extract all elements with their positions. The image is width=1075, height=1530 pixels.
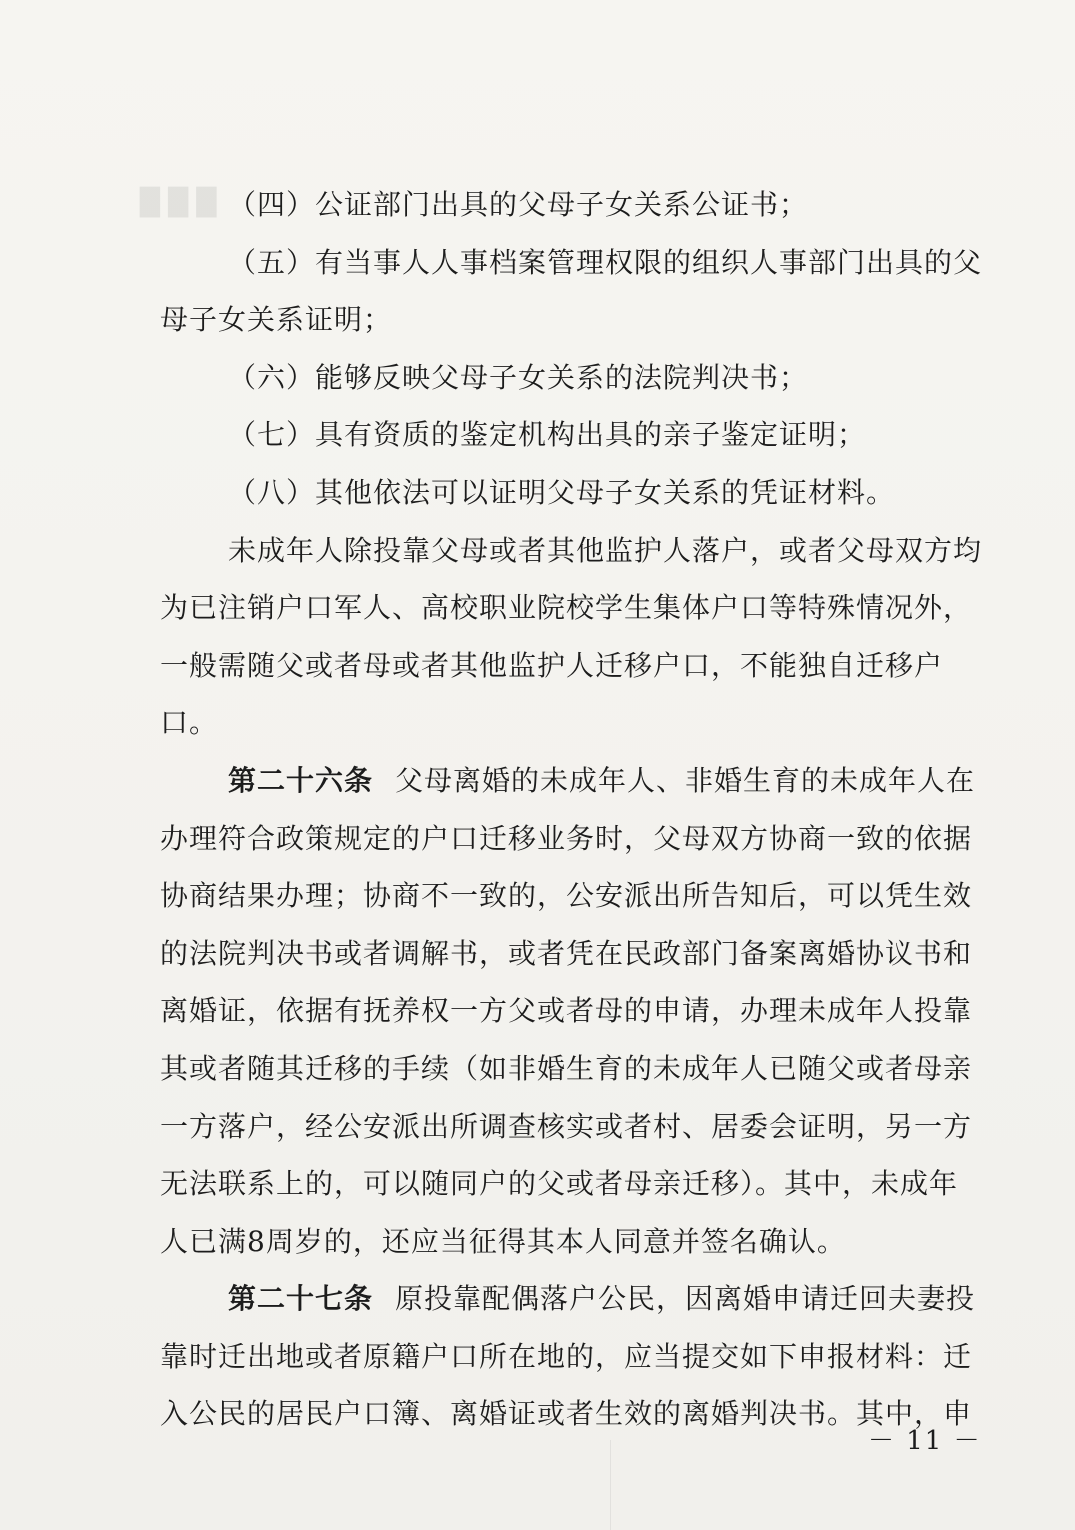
list-item-4: （四）公证部门出具的父母子女关系公证书； [228,188,809,221]
list-item-5: （五）有当事人人事档案管理权限的组织人事部门出具的父 [228,245,983,279]
article-26-line: 的法院判决书或者调解书，或者凭在民政部门备案离婚协议书和 [160,936,973,970]
article-26-text: 父母离婚的未成年人、非婚生育的未成年人在 [395,763,976,797]
article-27-text: 原投靠配偶落户公民，因离婚申请迁回夫妻投 [395,1282,976,1316]
list-item-8: （八）其他依法可以证明父母子女关系的凭证材料。 [228,475,896,509]
article-27-line: 靠时迁出地或者原籍户口所在地的，应当提交如下申报材料：迁 [160,1339,973,1373]
minor-paragraph-line: 口。 [160,706,219,740]
article-26-line: 一方落户，经公安派出所调查核实或者村、居委会证明，另一方 [160,1109,973,1143]
minor-paragraph-line: 未成年人除投靠父母或者其他监护人落户，或者父母双方均 [228,533,983,567]
article-26-label: 第二十六条 [228,763,374,797]
minor-paragraph-line: 为已注销户口军人、高校职业院校学生集体户口等特殊情况外， [160,591,973,625]
article-26-line: 离婚证，依据有抚养权一方父或者母的申请，办理未成年人投靠 [160,994,973,1028]
article-26-line: 人已满8周岁的，还应当征得其本人同意并签名确认。 [160,1224,846,1258]
article-26-first-line [160,752,976,810]
article-26-line: 无法联系上的，可以随同户的父或者母亲迁移）。其中，未成年 [160,1167,959,1201]
paper-crease [610,1440,671,1530]
minor-paragraph-line: 一般需随父或者母或者其他监护人迁移户口，不能独自迁移户 [160,648,944,682]
page-number: － 11 － [868,1426,982,1456]
article-26-line: 办理符合政策规定的户口迁移业务时，父母双方协商一致的依据 [160,821,973,855]
article-27-label: 第二十七条 [228,1282,374,1316]
article-26-line: 其或者随其迁移的手续（如非婚生育的未成年人已随父或者母亲 [160,1051,973,1085]
article-27-first-line [160,1270,976,1328]
article-27-line: 入公民的居民户口簿、离婚证或者生效的离婚判决书。其中，申 [160,1397,973,1431]
bleed-through: █ █ █ [140,188,217,218]
list-item-5-cont: 母子女关系证明； [160,303,393,337]
list-item-6: （六）能够反映父母子女关系的法院判决书； [228,360,809,394]
list-item-7: （七）具有资质的鉴定机构出具的亲子鉴定证明； [228,418,867,452]
article-26-line: 协商结果办理；协商不一致的，公安派出所告知后，可以凭生效 [160,879,973,913]
